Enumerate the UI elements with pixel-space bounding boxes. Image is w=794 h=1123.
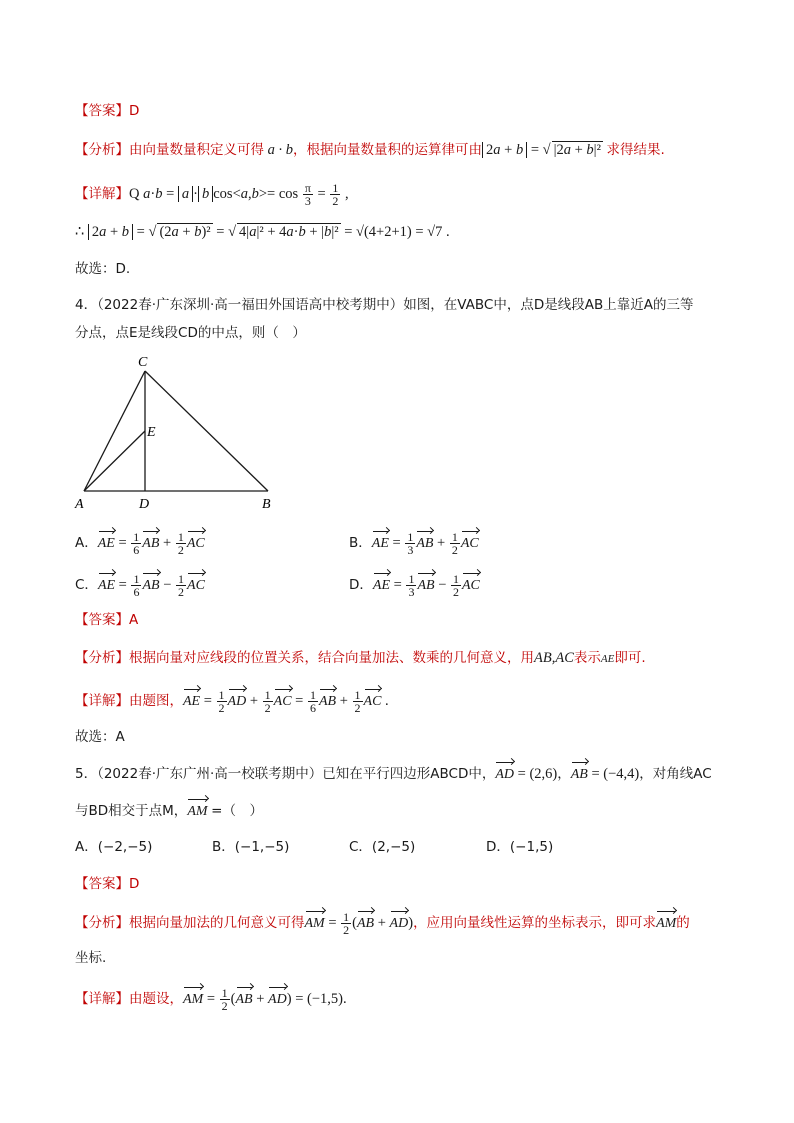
analysis-tag: 【分析】 — [75, 650, 129, 666]
label-c: C — [138, 355, 148, 370]
q5-option-a[interactable]: A．(−2,−5) — [75, 839, 153, 855]
label-a: A — [75, 497, 84, 512]
analysis-text-c: 求得结果. — [606, 142, 665, 158]
q3-conclusion: 故选：D. — [75, 261, 131, 277]
q5-stem-line2: 与BD相交于点M，AM =（ ） — [75, 801, 263, 822]
analysis-end: 即可. — [614, 650, 646, 666]
analysis-text-b: ，根据向量数量积的运算律可由 — [293, 142, 482, 158]
answer-value: A — [129, 612, 139, 628]
label-b: B — [262, 497, 271, 512]
analysis-b: ，应用向量线性运算的坐标表示，即可求 — [413, 914, 657, 931]
stem-ab-value: = (−4,4) — [591, 766, 640, 782]
detail-lead-therefore: ∴ — [75, 224, 85, 240]
detail-formula: AM = $\frac{1}{2}$ (AB + AD) — [183, 986, 296, 1013]
segment-bc — [145, 371, 268, 491]
q4-stem-line1: 4．（2022春·广东深圳·高一福田外国语高中校考期中）如图，在VABC中，点D是线段AB上靠近A的三等 — [75, 297, 694, 313]
q3-answer — [75, 101, 139, 121]
segment-ae — [84, 431, 145, 491]
analysis-text-a: 由向量数量积定义可得 — [129, 142, 264, 158]
analysis-text: 根据向量对应线段的位置关系，结合向量加法、数乘的几何意义，用 — [129, 650, 534, 666]
analysis-tag: 【分析】 — [75, 914, 129, 931]
q4-option-a[interactable]: A．AE = $\frac{1}{6}$ AB + $\frac{1}{2}$ AC — [75, 530, 205, 557]
answer-tag: 【答案】 — [75, 103, 129, 119]
analysis-mid: 表示 — [573, 650, 601, 666]
segment-ac — [84, 371, 145, 491]
q5-option-b[interactable]: B．(−1,−5) — [212, 839, 290, 855]
detail-formula-2-tail: = √(4+2+1) = √7 . — [344, 224, 450, 240]
q3-analysis — [75, 140, 665, 160]
q4-detail — [75, 689, 389, 714]
stem-text-d: =（ ） — [211, 803, 263, 819]
q4-option-b[interactable]: B．AE = $\frac{1}{3}$ AB + $\frac{1}{2}$ AC — [349, 530, 479, 557]
q4-stem-line2: 分点，点E是线段CD的中点，则（ ） — [75, 325, 306, 341]
answer-tag: 【答案】 — [75, 876, 129, 892]
q5-analysis: 【分析】根据向量加法的几何意义可得AM = $\frac{1}{2}$ (AB + AD)，应用向量线性运算的坐标表示，即可求AM的 — [75, 910, 690, 937]
q4-option-d[interactable]: D．AE = $\frac{1}{3}$ AB − $\frac{1}{2}$ AC — [349, 572, 480, 599]
answer-value: D — [129, 103, 140, 119]
q5-analysis-line2: 坐标. — [75, 950, 107, 966]
q4-analysis — [75, 648, 646, 669]
stem-text-b: ，对角线AC — [639, 766, 712, 782]
answer-tag: 【答案】 — [75, 612, 129, 628]
stem-text-c: 与BD相交于点M， — [75, 803, 188, 819]
analysis-formula-norm: 2a + b = √ |2a + b|² — [482, 142, 607, 158]
detail-tag: 【详解】 — [75, 990, 129, 1007]
detail-formula-2: 2a + b = √ (2a + b)² = √ 4|a|² + 4a·b + |b|² — [84, 224, 344, 240]
analysis-a: 根据向量加法的几何意义可得 — [129, 914, 305, 931]
analysis-tag: 【分析】 — [75, 142, 129, 158]
detail-tag: 【详解】 — [75, 692, 129, 709]
detail-tag: 【详解】 — [75, 185, 129, 202]
label-d: D — [139, 497, 150, 512]
detail-lead: 由题图， — [129, 692, 183, 709]
q3-detail-line2 — [75, 222, 450, 242]
detail-lead: 由题设， — [129, 990, 183, 1007]
analysis-vecs: AB,AC — [534, 650, 574, 666]
detail-formula-1: a·b = a · b cos<a,b>= cos $\frac{\pi}{3}$ = $\frac{1}{2}$ , — [143, 181, 349, 208]
answer-value: D — [129, 876, 140, 892]
stem-text-a: 5．（2022春·广东广州·高一校联考期中）已知在平行四边形ABCD中， — [75, 766, 496, 782]
triangle-figure — [70, 350, 290, 515]
q5-answer — [75, 874, 139, 894]
q4-answer — [75, 610, 138, 630]
label-e: E — [147, 425, 156, 440]
analysis-c: 的 — [676, 914, 690, 931]
q4-option-c[interactable]: C．AE = $\frac{1}{6}$ AB − $\frac{1}{2}$ AC — [75, 572, 205, 599]
q5-option-c[interactable]: C．(2,−5) — [349, 839, 416, 855]
q5-stem-line1: 5．（2022春·广东广州·高一校联考期中）已知在平行四边形ABCD中，AD = (2,6)，AB = (−4,4)，对角线AC — [75, 764, 712, 785]
detail-lead: Q — [129, 185, 140, 202]
detail-result: = (−1,5). — [295, 990, 347, 1007]
stem-ad-value: = (2,6) — [517, 766, 558, 782]
detail-formula: AE = $\frac{1}{2}$ AD + $\frac{1}{2}$ AC = $\frac{1}{6}$ AB + $\frac{1}{2}$ AC . — [183, 688, 389, 715]
analysis-formula-dot: a · b — [264, 142, 293, 158]
q3-detail-line1 — [75, 182, 349, 207]
q4-conclusion: 故选：A — [75, 729, 125, 745]
analysis-vec2: AE — [600, 653, 615, 665]
analysis-formula: AM = $\frac{1}{2}$ (AB + AD) — [304, 910, 414, 937]
q5-detail — [75, 987, 347, 1012]
q5-option-d[interactable]: D．(−1,5) — [486, 839, 554, 855]
